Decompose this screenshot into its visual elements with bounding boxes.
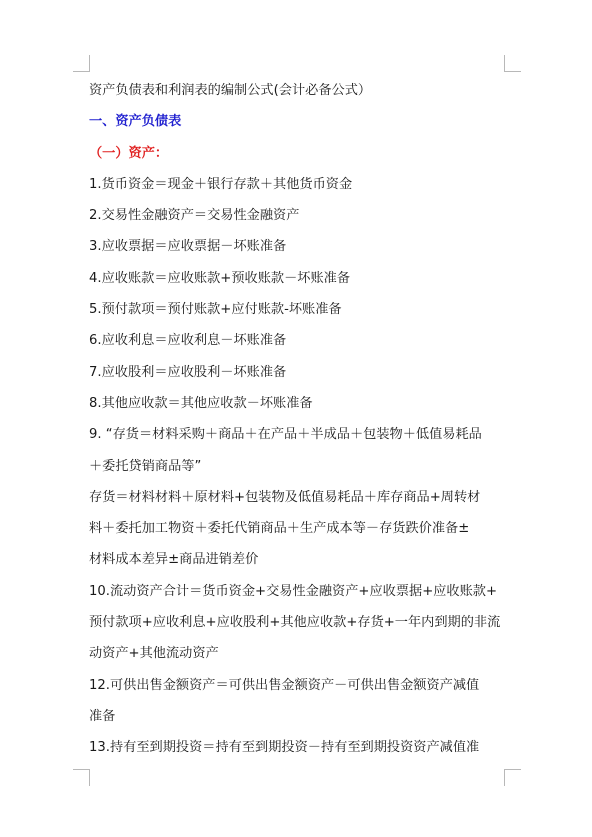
formula-line: 料＋委托加工物资＋委托代销商品＋生产成本等－存货跌价准备± xyxy=(89,521,470,537)
formula-line: 动资产+其他流动资产 xyxy=(89,646,219,662)
formula-line: 存货＝材料材料＋原材料+包装物及低值易耗品＋库存商品+周转材 xyxy=(89,489,481,505)
page-corner-mark-bottom-right xyxy=(504,769,521,786)
formula-line: 1.货币资金＝现金＋银行存款＋其他货币资金 xyxy=(89,176,353,192)
formula-line: 9. “存货＝材料采购＋商品＋在产品＋半成品＋包装物＋低值易耗品 xyxy=(89,427,482,443)
sub-heading-assets: （一）资产： xyxy=(89,145,169,161)
formula-line: ＋委托贷销商品等” xyxy=(89,458,202,474)
formula-line: 2.交易性金融资产＝交易性金融资产 xyxy=(89,208,300,224)
formula-line: 12.可供出售金额资产＝可供出售金额资产－可供出售金额资产减值 xyxy=(89,677,480,693)
formula-line: 5.预付款项＝预付账款+应付账款-坏账准备 xyxy=(89,302,342,318)
document-page xyxy=(89,75,507,764)
document-title: 资产负债表和利润表的编制公式(会计必备公式） xyxy=(89,83,372,98)
formula-line: 材料成本差异±商品进销差价 xyxy=(89,552,259,568)
formula-line: 3.应收票据＝应收票据－坏账准备 xyxy=(89,239,287,255)
formula-line: 4.应收账款＝应收账款+预收账款－坏账准备 xyxy=(89,270,351,286)
formula-line: 8.其他应收款＝其他应收款－坏账准备 xyxy=(89,395,313,411)
page-corner-mark-bottom-left xyxy=(73,769,90,786)
section-heading-balance-sheet: 一、资产负债表 xyxy=(89,114,182,130)
formula-line: 7.应收股利＝应收股利－坏账准备 xyxy=(89,364,287,380)
formula-line: 13.持有至到期投资＝持有至到期投资－持有至到期投资资产减值准 xyxy=(89,740,480,756)
formula-line: 准备 xyxy=(89,708,116,724)
formula-line: 预付款项+应收利息+应收股利+其他应收款+存货+一年内到期的非流 xyxy=(89,615,501,631)
formula-line: 10.流动资产合计＝货币资金+交易性金融资产+应收票据+应收账款+ xyxy=(89,583,498,599)
formula-line: 6.应收利息＝应收利息－坏账准备 xyxy=(89,333,287,349)
page-corner-mark-top-right xyxy=(504,55,521,72)
page-corner-mark-top-left xyxy=(73,55,90,72)
